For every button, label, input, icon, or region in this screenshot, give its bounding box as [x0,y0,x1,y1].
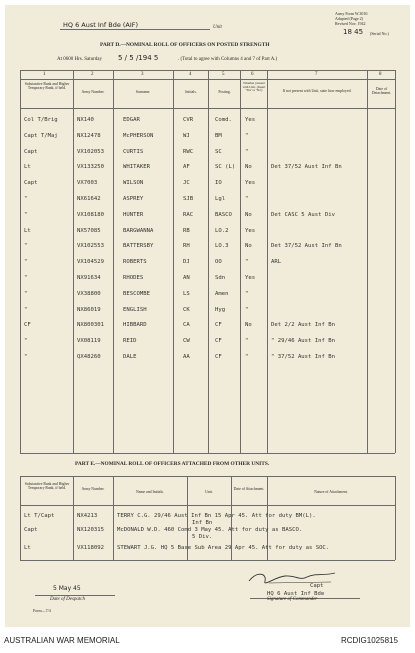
row-army-number: NX12478 [77,132,101,139]
row-rank: " [24,306,28,313]
row-surname: WILSON [123,180,144,187]
row-initials: CA [183,322,190,329]
row-surname: DALE [123,354,137,360]
row-initials: LS [183,290,190,297]
watermark-left: AUSTRALIAN WAR MEMORIAL [4,636,120,645]
row-present: Yes [245,275,256,281]
row-present: " [245,259,249,266]
header-surname: Surname. [135,90,151,94]
row-initials: DJ [183,259,190,266]
row-initials: SJB [183,196,194,202]
row-posting: CF [215,322,222,329]
header-posting: Posting. [218,90,231,94]
row-present: Yes [245,117,256,123]
row-posting: Hyg [215,306,226,313]
part-e-top-border [20,476,395,477]
col-num-4: 4 [189,72,192,77]
row-rank: " [24,290,28,297]
header-not-present: If not present with Unit, state how employed. [282,89,352,93]
row-surname: HUNTER [123,211,144,218]
row-initials: WJ [183,132,190,139]
col-line-7 [367,70,368,453]
row-initials: CVR [183,117,194,123]
e-header-army-number: Army Number. [81,487,105,491]
row-rank: Capt [24,180,38,187]
row-posting: LO.2 [215,227,229,234]
row-rank: Capt T/Maj [24,132,58,139]
row-surname: RHODES [123,275,144,281]
row-initials: RB [183,227,190,234]
e-row1-rank: Lt T/Capt [24,513,55,519]
row-present: " [245,148,249,155]
e-header-attachment-date: Date of Attachment. [233,487,265,491]
row-present: " [245,354,249,360]
row-surname: ENGLISH [123,306,147,313]
row-army-number: NX86019 [77,306,101,313]
row-initials: CK [183,306,190,313]
row-posting: Amen [215,290,229,297]
row-rank: Lt [24,227,31,234]
row-surname: CURTIS [123,148,144,155]
row-note: Det 37/52 Aust Inf Bn [271,243,342,250]
row-posting: Sdn [215,275,226,281]
row-note: ARL [271,259,282,266]
row-rank: " [24,338,28,345]
col-num-1: 1 [43,72,46,77]
row-army-number: VX7003 [77,180,98,187]
row-initials: AA [183,354,190,360]
row-surname: BATTERSBY [123,243,154,250]
row-present: No [245,164,252,171]
e-col-line-6 [395,476,396,560]
col-num-7: 7 [315,72,318,77]
e-col-line-0 [20,476,21,560]
part-d-title: PART D.—NOMINAL ROLL OF OFFICERS ON POSTED STRENGTH [100,42,270,48]
e-header-rank: Substantive Rank and Higher Temporary Rank, if held. [24,482,70,491]
row-surname: WHITAKER [123,164,150,171]
row-surname: BARGWANNA [123,227,154,234]
row-army-number: NX140 [77,117,94,123]
row-present: No [245,322,252,329]
row-surname: HIBBARD [123,322,147,329]
row-surname: McPHERSON [123,132,154,139]
row-posting: BASCO [215,211,232,218]
form-sheet [5,5,410,627]
e-row2-unit-cont: 5 Div. [192,534,213,540]
col-line-6 [267,70,268,453]
row-note: Det CASC 5 Aust Div [271,211,335,218]
row-present: " [245,306,249,313]
unit-name: HQ 6 Aust Inf Bde (AIF) [63,21,139,29]
row-note: Det 2/2 Aust Inf Bn [271,322,335,329]
col-line-1 [73,70,74,453]
row-army-number: NX61642 [77,196,101,202]
row-army-number: VX102053 [77,148,104,155]
row-posting: BM [215,132,222,139]
row-present: No [245,211,252,218]
despatch-label: Date of Despatch [50,597,85,602]
col-num-5: 5 [222,72,225,77]
e-row2-rank: Capt [24,527,38,533]
row-rank: " [24,354,28,360]
row-posting: IO [215,180,222,187]
col-num-3: 3 [141,72,144,77]
row-posting: SC [215,148,222,155]
e-row3-number: VX118092 [77,545,104,551]
row-army-number: VX08119 [77,338,101,345]
row-note: Det 37/52 Aust Inf Bn [271,164,342,171]
signature-label: Signature of Commander [267,597,318,602]
row-posting: CF [215,354,222,360]
date-value: 5 / 5 /194 5 [118,54,159,62]
header-present: Whether present with Unit. (Insert 'Yes' or 'No') [242,81,266,93]
row-posting: LO.3 [215,243,229,250]
row-surname: REID [123,338,137,345]
e-row3-rank: Lt [24,545,31,551]
col-line-5 [240,70,241,453]
row-rank: " [24,196,28,202]
col-line-8 [395,70,396,453]
unit-underline [60,29,210,30]
row-army-number: NX800301 [77,322,104,329]
col-num-6: 6 [251,72,254,77]
row-initials: CW [183,338,190,345]
row-initials: RWC [183,148,194,155]
row-posting: SC (L) [215,164,236,171]
despatch-date: 5 May 45 [53,585,81,592]
row-present: Yes [245,227,256,234]
e-header-name: Name and Initials. [136,490,164,494]
part-e-header-bottom [20,505,395,506]
row-surname: EDGAR [123,117,140,123]
row-present: " [245,290,249,297]
part-e-bottom-border [20,560,395,561]
row-army-number: NX57085 [77,227,101,234]
row-posting: CF [215,338,222,345]
watermark-right: RCDIG1025815 [341,636,398,645]
row-initials: RH [183,243,190,250]
row-surname: ASPREY [123,196,144,202]
commander-rank: Capt [310,583,324,589]
row-army-number: VX108180 [77,211,104,218]
form-code-line1: Army Form W.3010. [335,11,369,16]
e-row2-number: NX120315 [77,527,104,533]
row-army-number: VX102553 [77,243,104,250]
row-army-number: VX104529 [77,259,104,266]
row-initials: AN [183,275,190,281]
row-surname: ROBERTS [123,259,147,266]
serial-label: (Serial No.) [370,31,389,36]
header-detachment: Date of Detachment. [371,87,392,96]
row-present: " [245,196,249,202]
serial-number: 18 45 [343,28,364,36]
row-rank: Capt [24,148,38,155]
e-col-line-2 [113,476,114,560]
date-suffix: . (Total to agree with Columns 4 and 7 of Part A.) [178,57,278,62]
form-code-line3: Revised Nov. 1942 [335,21,366,26]
e-col-line-1 [73,476,74,560]
col-line-3 [173,70,174,453]
col-line-0 [20,70,21,453]
header-initials: Initials. [185,90,197,94]
row-army-number: VX38800 [77,290,101,297]
row-initials: JC [183,180,190,187]
part-e-title: PART E.—NOMINAL ROLL OF OFFICERS ATTACHED FROM OTHER UNITS. [75,461,270,467]
row-rank: " [24,211,28,218]
form-code-bottom: Form—7/4 [33,608,51,613]
row-note: " 29/46 Aust Inf Bn [271,338,335,345]
e-header-unit: Unit. [205,490,213,494]
col-line-2 [113,70,114,453]
row-army-number: NX91634 [77,275,101,281]
form-code-line2: Adapted (Page 2) [335,16,363,21]
row-rank: CF [24,322,31,329]
row-present: No [245,243,252,250]
e-row1-number: NX4213 [77,513,98,519]
e-row2-text: McDONALD W.D. 460 Comd 3 May 45. Att for duty as BASCO. [117,527,303,533]
commander-signature [245,567,340,589]
table-bottom-border [20,453,395,454]
date-prefix: At 0600 Hrs. Saturday [57,57,102,62]
row-rank: Lt [24,164,31,171]
col-num-2: 2 [91,72,94,77]
row-rank: Col T/Brig [24,117,58,123]
row-note: " 37/52 Aust Inf Bn [271,354,335,360]
row-rank: " [24,243,28,250]
row-rank: " [24,275,28,281]
row-army-number: QX48260 [77,354,101,360]
e-row3-text: STEWART J.G. HQ 5 Base Sub Area 29 Apr 45. Att for duty as SOC. [117,545,330,551]
header-army-number: Army Number. [81,90,105,94]
commander-unit: HQ 6 Aust Inf Bde [267,591,325,597]
e-header-nature: Nature of Attachment. [314,490,348,494]
row-present: " [245,338,249,345]
e-row1-text: TERRY C.G. 29/46 Aust Inf Bn 15 Apr 45. Att for duty BM(L). [117,513,316,519]
row-present: Yes [245,180,256,187]
row-rank: " [24,259,28,266]
row-posting: Lgl [215,196,226,202]
row-initials: RAC [183,211,194,218]
watermark-strip [0,630,415,653]
row-posting: OO [215,259,222,266]
col-num-8: 8 [379,72,382,77]
unit-label: Unit [213,25,222,30]
row-posting: Comd. [215,117,232,123]
col-line-4 [208,70,209,453]
despatch-underline [35,595,115,596]
row-present: " [245,132,249,139]
row-surname: BESCOMBE [123,290,150,297]
e-row1-unit-cont: Inf Bn [192,520,213,526]
row-initials: AF [183,164,190,171]
row-army-number: VX133250 [77,164,104,171]
header-rank: Substantive Rank and Higher Temporary Rank, if held. [24,82,70,91]
